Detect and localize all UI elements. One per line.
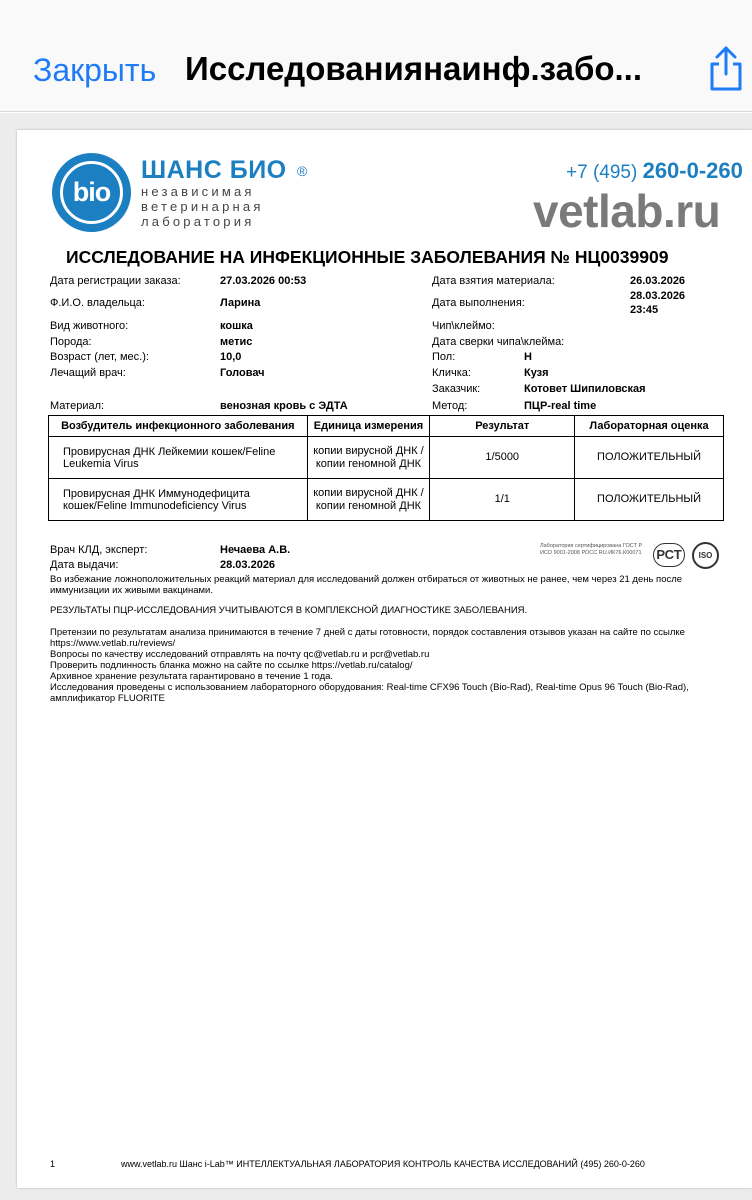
document-title: Исследованиянаинф.забо... — [185, 50, 643, 87]
issue-date-value: 28.03.2026 — [220, 559, 276, 571]
field-value: 23:45 — [630, 304, 659, 316]
field-label: Ф.И.О. владельца: — [50, 297, 145, 309]
table-header-row — [49, 416, 724, 437]
report-title: ИССЛЕДОВАНИЕ НА ИНФЕКЦИОННЫЕ ЗАБОЛЕВАНИЯ № НЦ0039909 — [66, 247, 669, 267]
field-value: Головач — [220, 367, 265, 379]
info-line: Архивное хранение результата гарантировано в течение 1 года. — [50, 671, 334, 682]
phone-number: 260-0-260 — [642, 158, 743, 183]
results-table — [48, 415, 724, 521]
field-label: Порода: — [50, 336, 92, 348]
info-line: Претензии по результатам анализа принимаются в течение 7 дней с даты готовности, порядок составления отзывов указан на сайте по ссылке https://www.vetlab.ru/reviews/ — [50, 627, 685, 649]
pathogen-cell: Провирусная ДНК Лейкемии кошек/Feline Leukemia Virus — [49, 437, 308, 479]
tagline-3: лаборатория — [141, 214, 255, 229]
field-label: Материал: — [50, 400, 105, 412]
field-label: Возраст (лет, мес.): — [50, 351, 149, 363]
unit-cell: копии вирусной ДНК / копии геномной ДНК — [307, 479, 430, 521]
field-label: Чип\клеймо: — [432, 320, 495, 332]
field-value: Н — [524, 351, 532, 363]
registered-mark: ® — [297, 163, 308, 179]
column-header: Лабораторная оценка — [575, 416, 724, 437]
info-line: Проверить подлинность бланка можно на сайте по ссылке https://vetlab.ru/catalog/ — [50, 660, 413, 671]
field-label: Дата взятия материала: — [432, 275, 555, 287]
phone — [566, 158, 743, 184]
results-note: РЕЗУЛЬТАТЫ ПЦР-ИССЛЕДОВАНИЯ УЧИТЫВАЮТСЯ В КОМПЛЕКСНОЙ ДИАГНОСТИКЕ ЗАБОЛЕВАНИЯ. — [50, 605, 528, 616]
logo-text: bio — [72, 177, 111, 207]
doctor-value: Нечаева А.В. — [220, 544, 291, 556]
field-label: Заказчик: — [432, 383, 481, 395]
field-label: Кличка: — [432, 367, 471, 379]
share-icon[interactable] — [706, 44, 746, 92]
certification-text: Лаборатория сертифицирована ГОСТ Р ИСО 9001-2008 РОСС RU.ИК76.К00071 — [540, 543, 643, 556]
table-row — [49, 437, 724, 479]
pct-mark-icon: РСТ — [653, 543, 685, 567]
field-value: ПЦР-real time — [524, 400, 597, 412]
column-header: Возбудитель инфекционного заболевания — [49, 416, 308, 437]
footer-text: www.vetlab.ru Шанс i-Lab™ ИНТЕЛЛЕКТУАЛЬНАЯ ЛАБОРАТОРИЯ КОНТРОЛЬ КАЧЕСТВА ИССЛЕДОВАНИЙ (495) 260-0-260 — [121, 1159, 645, 1169]
field-label: Лечащий врач: — [50, 367, 126, 379]
field-label: Дата сверки чипа\клейма: — [432, 336, 565, 348]
brand-name: ШАНС БИО — [141, 156, 287, 184]
close-button[interactable]: Закрыть — [33, 52, 157, 88]
pathogen-cell: Провирусная ДНК Иммунодефицита кошек/Feline Immunodeficiency Virus — [49, 479, 308, 521]
field-label: Метод: — [432, 400, 468, 412]
navigation-bar — [0, 0, 752, 112]
field-value: венозная кровь с ЭДТА — [220, 400, 348, 412]
field-value: метис — [220, 336, 253, 348]
table-row — [49, 479, 724, 521]
field-value: 10,0 — [220, 351, 242, 363]
site-name: vetlab.ru — [533, 185, 721, 237]
info-line: Исследования проведены с использованием лабораторного оборудования: Real-time CFX96 Touch (Bio-Rad), Real-time Opus 96 Touch (Bio-Rad), амплификатор FLUORITE — [50, 682, 689, 704]
field-value: Котовет Шипиловская — [524, 383, 646, 395]
field-value: Кузя — [524, 367, 549, 379]
vaccination-warning: Во избежание ложноположительных реакций материал для исследований должен отбираться от животных не ранее, чем через 21 день после иммунизации их живыми вакцинами. — [50, 574, 683, 596]
column-header: Единица измерения — [307, 416, 430, 437]
field-value: Ларина — [220, 297, 261, 309]
result-cell: 1/1 — [430, 479, 575, 521]
field-value: 28.03.2026 — [630, 290, 686, 302]
field-value: 27.03.2026 00:53 — [220, 275, 307, 287]
field-label: Вид животного: — [50, 320, 129, 332]
tagline-2: ветеринарная — [141, 199, 264, 214]
field-label: Дата выполнения: — [432, 297, 525, 309]
result-cell: 1/5000 — [430, 437, 575, 479]
phone-prefix: +7 (495) — [566, 162, 638, 183]
issue-date-label: Дата выдачи: — [50, 559, 119, 571]
field-value: 26.03.2026 — [630, 275, 686, 287]
assessment-cell: ПОЛОЖИТЕЛЬНЫЙ — [575, 479, 724, 521]
column-header: Результат — [430, 416, 575, 437]
unit-cell: копии вирусной ДНК / копии геномной ДНК — [307, 437, 430, 479]
tagline-1: независимая — [141, 184, 255, 199]
field-value: кошка — [220, 320, 253, 332]
iso-mark-icon: ISO — [692, 542, 719, 569]
doctor-label: Врач КЛД, эксперт: — [50, 544, 148, 556]
info-line: Вопросы по качеству исследований отправлять на почту qc@vetlab.ru и pcr@vetlab.ru — [50, 649, 430, 660]
field-label: Дата регистрации заказа: — [50, 275, 181, 287]
field-label: Пол: — [432, 351, 456, 363]
page-number: 1 — [50, 1159, 56, 1169]
assessment-cell: ПОЛОЖИТЕЛЬНЫЙ — [575, 437, 724, 479]
